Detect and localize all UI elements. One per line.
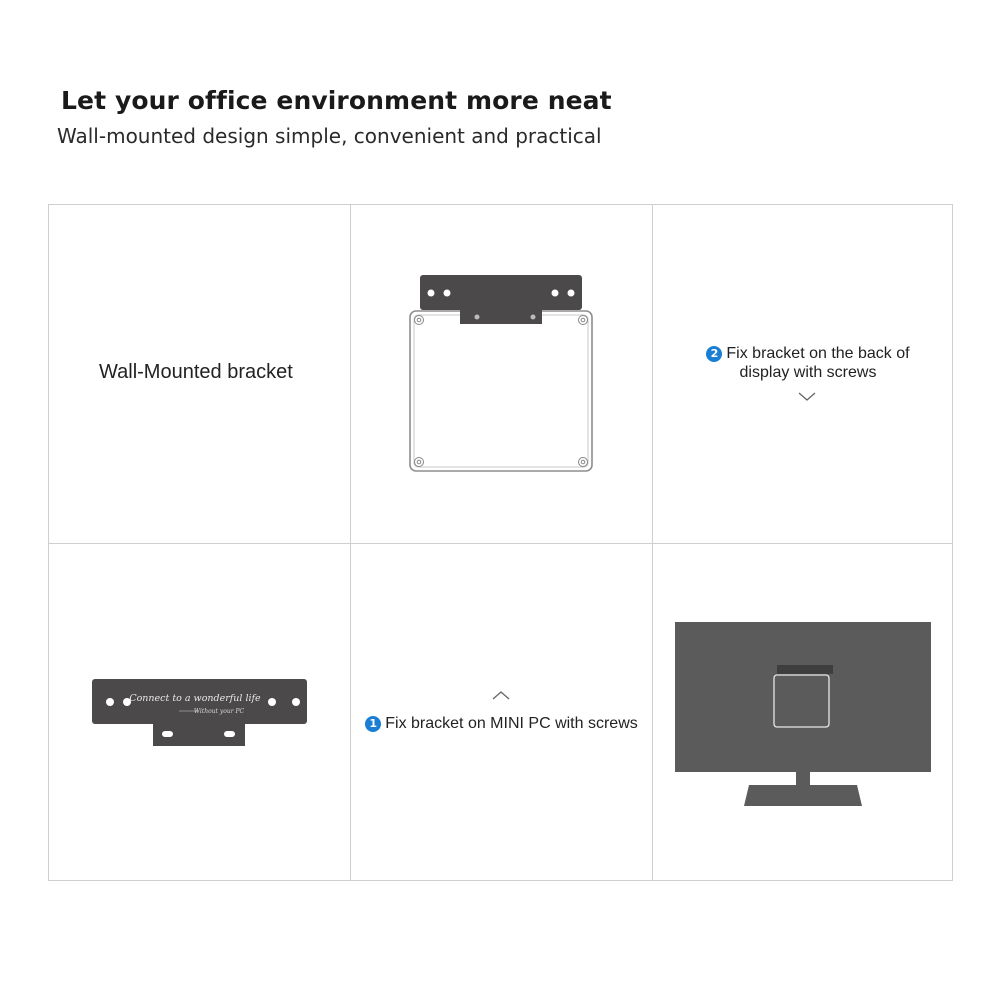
bracket-illustration (49, 544, 350, 882)
page-title: Let your office environment more neat (61, 86, 612, 115)
mini-pc-back-illustration (351, 205, 652, 543)
step-1-text (351, 714, 652, 733)
page-subtitle: Wall-mounted design simple, convenient and practical (57, 124, 602, 148)
monitor-illustration (653, 544, 954, 882)
bracket-engraving-line1: Connect to a wonderful life (129, 693, 261, 704)
cell-step-1 (351, 544, 652, 882)
step-2-text (653, 344, 963, 382)
step-2-line1: Fix bracket on the back of (726, 345, 910, 362)
monitor-base (744, 785, 862, 806)
illustration-grid (48, 204, 953, 881)
monitor-screen (675, 622, 931, 772)
step-2-badge: 2 (706, 346, 722, 362)
bracket-label: Wall-Mounted bracket (99, 361, 293, 383)
cell-bracket (49, 544, 350, 882)
cell-bracket-label (49, 205, 350, 543)
step-1-line: Fix bracket on MINI PC with screws (385, 715, 638, 732)
cell-step-2 (653, 205, 954, 543)
cell-mini-pc-back (351, 205, 652, 543)
bracket-engraving-line2: Without your PC (193, 708, 245, 715)
chevron-up-icon (491, 689, 511, 701)
monitor-neck (796, 772, 810, 785)
step-1-badge: 1 (365, 716, 381, 732)
chevron-down-icon (797, 391, 817, 403)
step-2-line2: display with screws (739, 364, 877, 381)
bracket-tab (460, 310, 542, 324)
cell-monitor (653, 544, 954, 882)
mini-pc-body (410, 311, 592, 471)
monitor-bracket (777, 665, 833, 674)
